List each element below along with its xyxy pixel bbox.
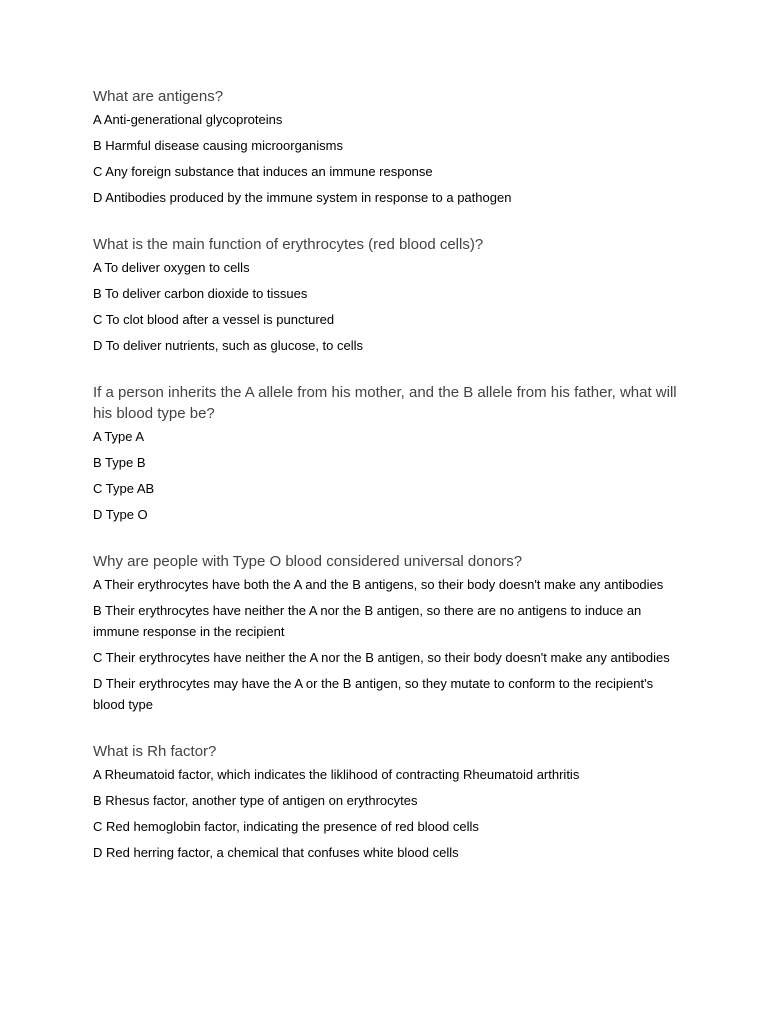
answer-options	[93, 764, 688, 863]
answer-option-d[interactable]: D Antibodies produced by the immune system in response to a pathogen	[93, 190, 512, 205]
answer-option-d[interactable]: D Their erythrocytes may have the A or the B antigen, so they mutate to conform to the recipient's blood type	[93, 676, 654, 712]
answer-option-d[interactable]: D To deliver nutrients, such as glucose, to cells	[93, 338, 364, 353]
answer-option-c[interactable]: C Red hemoglobin factor, indicating the presence of red blood cells	[93, 819, 479, 834]
question-text: What is the main function of erythrocytes (red blood cells)?	[93, 236, 484, 253]
answer-option-a[interactable]: A Type A	[93, 429, 145, 444]
answer-option-b[interactable]: B To deliver carbon dioxide to tissues	[93, 286, 308, 301]
answer-option-c[interactable]: C Type AB	[93, 481, 155, 496]
question-text: If a person inherits the A allele from his mother, and the B allele from his father, what will his blood type be?	[93, 384, 677, 422]
answer-option-b[interactable]: B Rhesus factor, another type of antigen on erythrocytes	[93, 793, 418, 808]
answer-option-a[interactable]: A Their erythrocytes have both the A and the B antigens, so their body doesn't make any antibodies	[93, 577, 664, 592]
answer-options	[93, 109, 688, 208]
question-5	[93, 741, 688, 863]
question-text: What is Rh factor?	[93, 743, 217, 760]
question-3	[93, 382, 688, 525]
answer-options	[93, 574, 688, 715]
answer-option-c[interactable]: C Their erythrocytes have neither the A nor the B antigen, so their body doesn't make any antibodies	[93, 650, 670, 665]
answer-option-b[interactable]: B Their erythrocytes have neither the A nor the B antigen, so there are no antigens to induce an immune response in the recipient	[93, 603, 642, 639]
answer-option-b[interactable]: B Harmful disease causing microorganisms	[93, 138, 343, 153]
answer-option-a[interactable]: A Rheumatoid factor, which indicates the liklihood of contracting Rheumatoid arthritis	[93, 767, 580, 782]
question-2	[93, 234, 688, 356]
answer-options	[93, 257, 688, 356]
answer-option-b[interactable]: B Type B	[93, 455, 146, 470]
question-1	[93, 86, 688, 208]
question-text: What are antigens?	[93, 88, 224, 105]
answer-option-a[interactable]: A To deliver oxygen to cells	[93, 260, 250, 275]
answer-option-c[interactable]: C Any foreign substance that induces an immune response	[93, 164, 433, 179]
question-4	[93, 551, 688, 715]
answer-option-a[interactable]: A Anti-generational glycoproteins	[93, 112, 283, 127]
answer-options	[93, 426, 688, 525]
answer-option-c[interactable]: C To clot blood after a vessel is punctured	[93, 312, 335, 327]
answer-option-d[interactable]: D Red herring factor, a chemical that confuses white blood cells	[93, 845, 459, 860]
question-text: Why are people with Type O blood considered universal donors?	[93, 553, 523, 570]
answer-option-d[interactable]: D Type O	[93, 507, 148, 522]
